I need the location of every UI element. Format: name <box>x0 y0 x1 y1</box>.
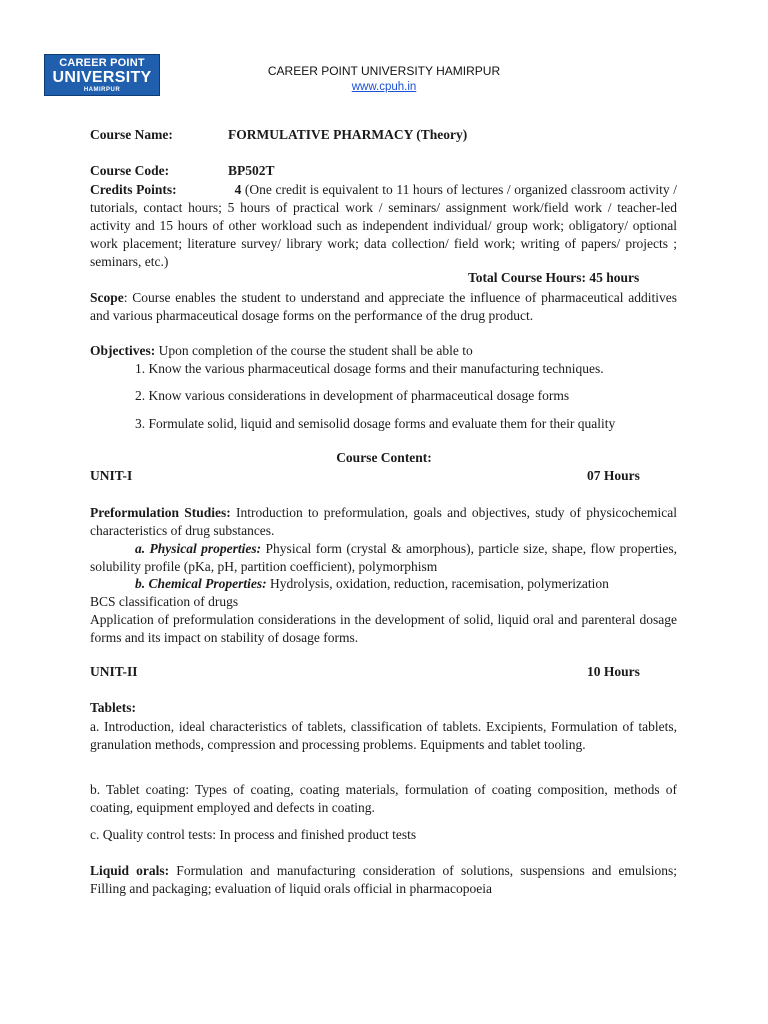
tablets-heading: Tablets: <box>90 700 137 715</box>
chemical-properties-text: Hydrolysis, oxidation, reduction, racemisation, polymerization <box>266 576 609 591</box>
tablets-paragraph-a: a. Introduction, ideal characteristics of tablets, classification of tablets. Excipients, Formulation of tablets, granulation methods, compression and processing problems. Equipments and tablet tooling. <box>90 719 677 752</box>
preformulation-paragraph <box>90 504 677 540</box>
website-link[interactable]: www.cpuh.in <box>351 81 417 93</box>
physical-properties-paragraph <box>90 540 677 576</box>
credits-label: Credits Points: <box>90 182 177 197</box>
chemical-properties-paragraph <box>90 575 677 593</box>
course-code-label: Course Code: <box>90 163 170 178</box>
liquid-orals-text: Formulation and manufacturing consideration of solutions, suspensions and emulsions; Filling and packaging; evaluation of liquid orals official in pharmacopoeia <box>90 863 677 896</box>
course-name-value: FORMULATIVE PHARMACY (Theory) <box>228 127 468 142</box>
objective-item: 1. Know the various pharmaceutical dosage forms and their manufacturing techniques. <box>135 361 604 376</box>
preformulation-label: Preformulation Studies: <box>90 505 231 520</box>
unit-2-hours: 10 Hours <box>587 664 640 679</box>
unit-1-title: UNIT-I <box>90 468 133 483</box>
logo-line-3: HAMIRPUR <box>83 87 121 93</box>
preformulation-text: Introduction to preformulation, goals and objectives, study of physicochemical characteristics of drug substances. <box>90 505 677 538</box>
credits-paragraph <box>90 181 677 271</box>
objectives-paragraph <box>90 342 677 360</box>
total-course-hours: Total Course Hours: 45 hours <box>468 270 640 285</box>
scope-text: : Course enables the student to understand and appreciate the influence of pharmaceutical additives and various pharmaceutical dosage forms on the performance of the drug product. <box>90 290 677 323</box>
university-title: CAREER POINT UNIVERSITY HAMIRPUR <box>267 64 501 78</box>
course-name-label: Course Name: <box>90 127 173 142</box>
unit-2-title: UNIT-II <box>90 664 138 679</box>
application-paragraph: Application of preformulation considerations in the development of solid, liquid oral and parenteral dosage forms and its impact on stability of dosage forms. <box>90 612 677 645</box>
tablets-paragraph-c: c. Quality control tests: In process and finished product tests <box>90 827 417 842</box>
objective-item: 3. Formulate solid, liquid and semisolid dosage forms and evaluate them for their quality <box>135 416 616 431</box>
bcs-line: BCS classification of drugs <box>90 594 239 609</box>
liquid-orals-label: Liquid orals: <box>90 863 170 878</box>
credits-value: 4 <box>234 182 242 197</box>
objective-item: 2. Know various considerations in development of pharmaceutical dosage forms <box>135 388 570 403</box>
physical-properties-text: Physical form (crystal & amorphous), particle size, shape, flow properties, solubility profile (pKa, pH, partition coefficient), polymorphism <box>90 541 677 574</box>
credits-text: (One credit is equivalent to 11 hours of lectures / organized classroom activity / tutorials, contact hours; 5 hours of practical work / seminars/ assignment work/field work / teacher-led activity and 15 hours of other workload such as independent individual/ group work; obligatory/ optional work placement; literature survey/ library work; data collection/ field work; writing of papers/ projects ; seminars, etc.) <box>90 182 677 269</box>
tablets-paragraph-b: b. Tablet coating: Types of coating, coating materials, formulation of coating composition, methods of coating, equipment employed and defects in coating. <box>90 782 677 815</box>
physical-properties-label: a. Physical properties: <box>135 541 262 556</box>
objectives-intro: Upon completion of the course the student shall be able to <box>155 343 473 358</box>
liquid-orals-paragraph <box>90 862 677 898</box>
logo-line-1: CAREER POINT <box>59 57 145 69</box>
objectives-label: Objectives: <box>90 343 156 358</box>
scope-label: Scope <box>90 290 124 305</box>
course-content-heading: Course Content: <box>336 450 432 465</box>
course-code-value: BP502T <box>228 163 275 178</box>
website-line <box>0 81 768 93</box>
chemical-properties-label: b. Chemical Properties: <box>135 576 267 591</box>
scope-paragraph <box>90 289 677 325</box>
logo-line-2: UNIVERSITY <box>52 69 152 86</box>
unit-1-hours: 07 Hours <box>587 468 640 483</box>
